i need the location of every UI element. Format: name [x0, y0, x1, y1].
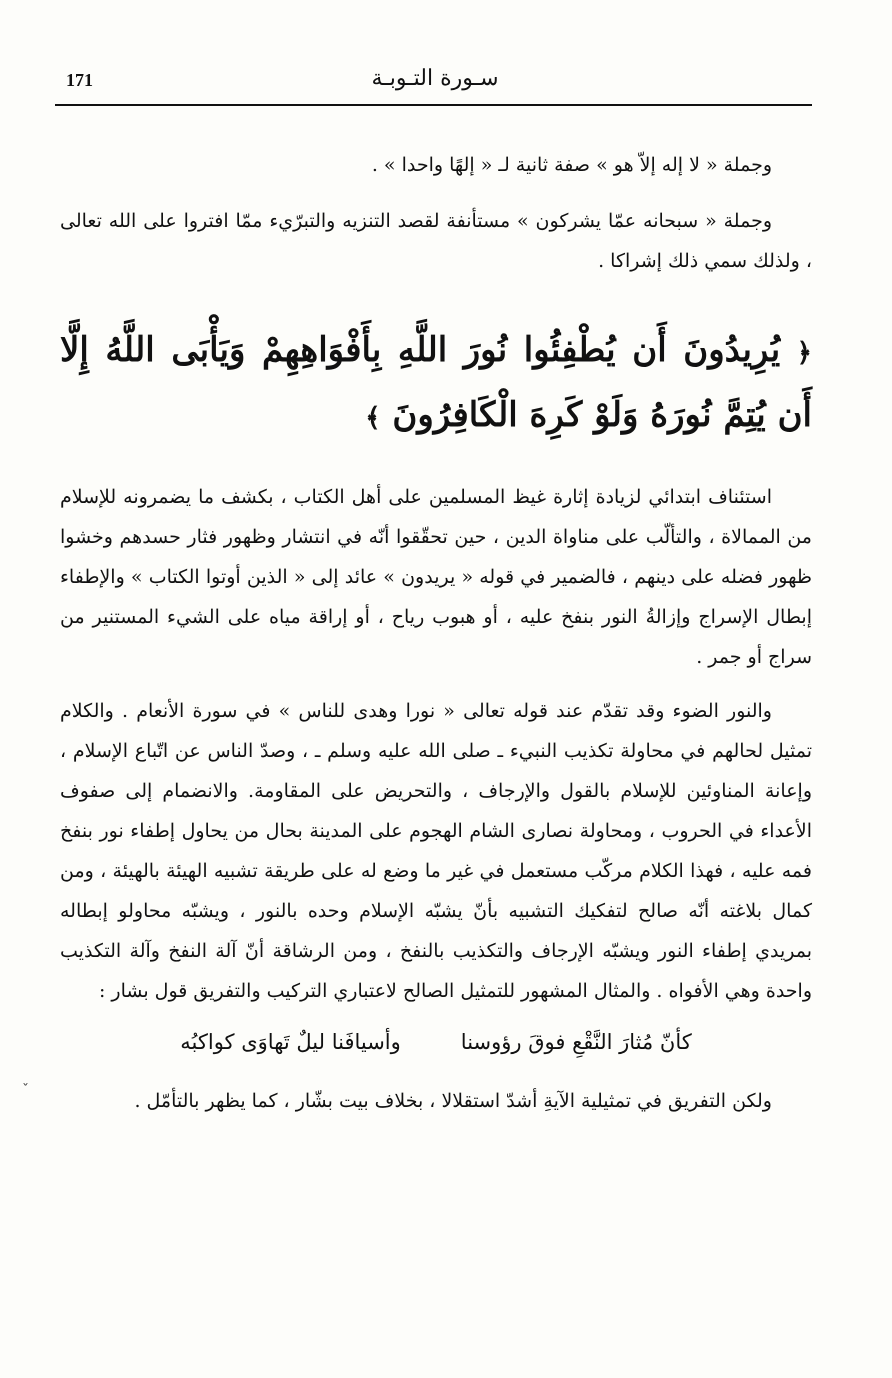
- poem-second-hemistich: وأسيافَنا ليلٌ تَهاوَى كواكبُه: [180, 1030, 401, 1054]
- margin-mark: ˇ: [22, 1082, 29, 1098]
- paragraph-1: وجملة « لا إله إلاّ هو » صفة ثانية لـ « إلهًا واحدا » .: [371, 154, 772, 176]
- paragraph-3: استئناف ابتدائي لزيادة إثارة غيظ المسلمين على أهل الكتاب ، بكشف ما يضمرونه للإسلام من الممالاة ، والتألّب على مناواة الدين ، حين تحقّقوا أنّه في انتشار وظهور فثار حسدهم وخشوا ظهور فضله على دينهم ، فالضمير في قوله « يريدون » عائد إلى « الذين أوتوا الكتاب » والإطفاء إبطال الإسراج وإزالةُ النور بنفخ عليه ، أو هبوب رياح ، أو إراقة مياه على الشيء المستنير من سراج أو جمر .: [60, 486, 812, 668]
- page-body: [60, 145, 812, 1135]
- quran-verse: [60, 319, 812, 449]
- paragraph-4: والنور الضوء وقد تقدّم عند قوله تعالى « نورا وهدى للناس » في سورة الأنعام . والكلام تمثيل لحالهم في محاولة تكذيب النبيء ـ صلى الله عليه وسلم ـ ، وصدّ الناس عن اتّباع الإسلام ، وإعانة المناوئين للإسلام بالقول والإرجاف ، والتحريض على المقاومة. والانضمام إلى صفوف الأعداء في الحروب ، ومحاولة نصارى الشام الهجوم على المدينة بحال من يحاول إطفاء نور بنفخ فمه عليه ، فهذا الكلام مركّب مستعمل في غير ما وضع له على طريقة تشبيه الهيئة بالهيئة ، ومن كمال بلاغته أنّه صالح لتفكيك التشبيه بأنّ يشبّه الإسلام وحده بالنور ، ويشبّه محاولو إبطاله بمريدي إطفاء النور ويشبّه الإرجاف والتكذيب بالنفخ ، ومن الرشاقة أنّ آلة النفخ وآلة التكذيب واحدة وهي الأفواه . والمثال المشهور للتمثيل الصالح لاعتباري التركيب والتفريق قول بشار :: [60, 700, 812, 1002]
- poem-first-hemistich: كأنّ مُثارَ النَّقْعِ فوقَ رؤوسنا: [460, 1030, 692, 1054]
- paragraph-2: وجملة « سبحانه عمّا يشركون » مستأنفة لقصد التنزيه والتبرّيء ممّا افتروا على الله تعالى ، ولذلك سمي ذلك إشراكا .: [60, 210, 812, 272]
- header-rule: [55, 104, 812, 106]
- verse-close-bracket: ﴾: [365, 403, 381, 433]
- verse-text: يُرِيدُونَ أَن يُطْفِئُوا نُورَ اللَّهِ بِأَفْوَاهِهِمْ وَيَأْبَى اللَّهُ إِلَّا أَن يُتِمَّ نُورَهُ وَلَوْ كَرِهَ الْكَافِرُونَ: [60, 330, 812, 435]
- paragraph-5: ولكن التفريق في تمثيلية الآيةِ أشدّ استقلالا ، بخلاف بيت بشّار ، كما يظهر بالتأمّل .: [134, 1090, 772, 1112]
- page-number: 171: [66, 70, 93, 90]
- page-header: [60, 60, 810, 100]
- running-title: سـورة التـوبـة: [371, 66, 499, 91]
- verse-open-bracket: ﴿: [796, 338, 813, 368]
- poem-verse: [60, 1025, 812, 1059]
